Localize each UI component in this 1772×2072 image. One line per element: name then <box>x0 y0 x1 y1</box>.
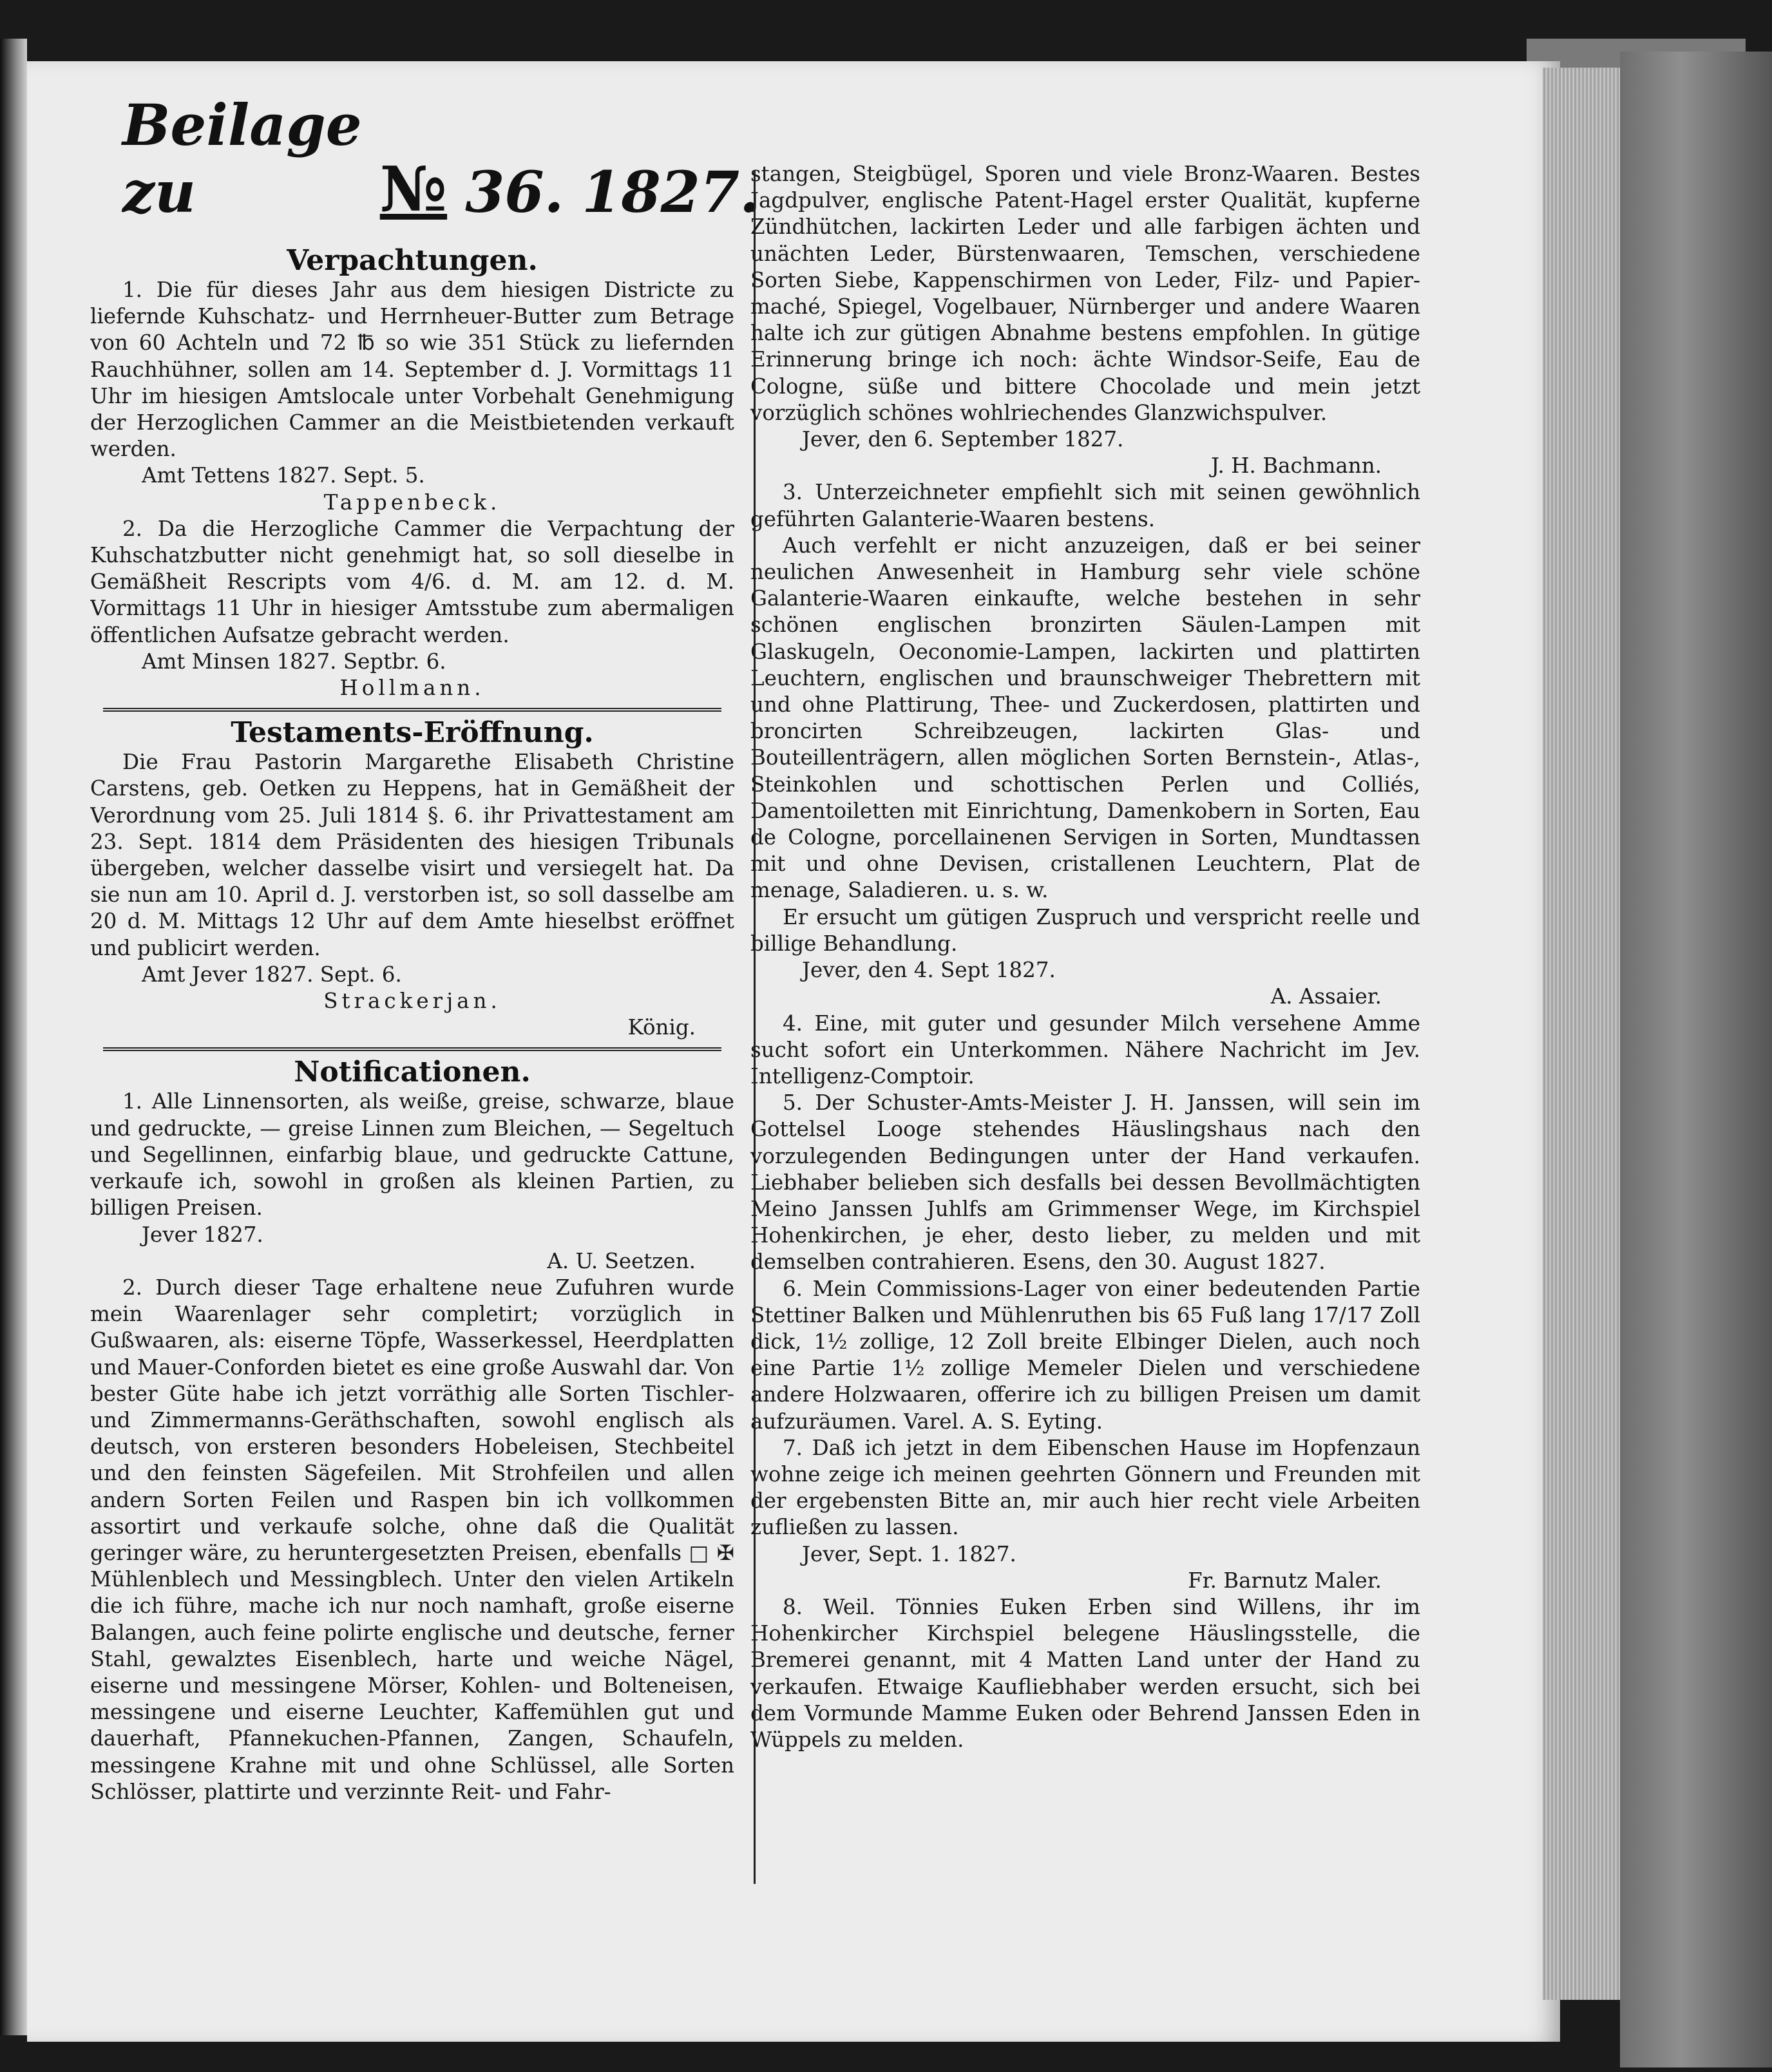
left-column <box>90 245 734 1894</box>
book-cover <box>1620 52 1772 2067</box>
notice-text: 2. Durch dieser Tage erhaltene neue Zufuhren wurde mein Waarenlager sehr completirt; vorzüglich in Gußwaaren, als: eiserne Töpfe, Wasserkessel, Heerdplatten und Mauer-Conforden bietet es eine große Auswahl dar. Von bester Güte habe ich jetzt vorräthig alle Sorten Tischler- und Zimmermanns-Geräthschaften, sowohl englisch als deutsch, von ersteren besonders Hobeleisen, Stechbeitel und den feinsten Sägefeilen. Mit Strohfeilen und allen andern Sorten Feilen und Raspen bin ich vollkommen assortirt und verkaufe solche, ohne daß die Qualität geringer wäre, zu heruntergesetzten Preisen, ebenfalls □ ✠ Mühlenblech und Messingblech. Unter den vielen Artikeln die ich führe, mache ich nur noch namhaft, große eiserne Balangen, auch feine polirte englische und deutsche, ferner Stahl, gewalztes Eisenblech, harte und weiche Nägel, eiserne und messingene Mörser, Kohlen- und Bolteneisen, messingene und eiserne Leuchter, Kaffemühlen gut und dauerhaft, Pfannekuchen-Pfannen, Zangen, Schaufeln, messingene Krahne mit und ohne Schlüssel, alle Sorten Schlösser, plattirte und verzinnte Reit- und Fahr- <box>90 1275 734 1804</box>
notice-text: 1. Alle Linnensorten, als weiße, greise, schwarze, blaue und gedruckte, — greise Linnen zum Bleichen, — Segeltuch und Segellinnen, einfarbig blaue, und gedruckte Cattune, verkaufe ich, sowohl in großen als kleinen Partien, zu billigen Preisen. <box>90 1089 734 1221</box>
notice-signature: König. <box>627 1015 696 1040</box>
notice-text: 8. Weil. Tönnies Euken Erben sind Willens, ihr im Hohenkircher Kirchspiel belegene Häuslingsstelle, die Bremerei genannt, mit 4 Matten Land unter der Hand zu verkaufen. Etwaige Kaufliebhaber werden ersucht, sich bei dem Vormunde Mamme Euken oder Behrend Janssen Eden in Wüppels zu melden. <box>750 1594 1420 1752</box>
notice-date: Jever, den 6. September 1827. <box>802 427 1124 452</box>
section-rule <box>103 708 721 712</box>
notice-signature: Hollmann. <box>339 676 485 701</box>
section-heading-verpachtungen: Verpachtungen. <box>287 245 538 277</box>
notice-text: stangen, Steigbügel, Sporen und viele Bronz-Waaren. Bestes Jagdpulver, englische Patent-Hagel erster Qualität, kupferne Zündhütchen, lackirten Leder und alle farbigen ächten und unächten Leder, Bürstenwaaren, Temschen, verschiedene Sorten Siebe, Kappenschirmen von Leder, Filz- und Papier-maché, Spiegel, Vogelbauer, Nürnberger und andere Waaren halte ich zur gütigen Abnahme bestens empfohlen. In gütige Erinnerung bringe ich noch: ächte Windsor-Seife, Eau de Cologne, süße und bittere Chocolade und mein jetzt vorzüglich schönes wohlriechendes Glanzwichspulver. <box>750 162 1420 425</box>
notice-text: 1. Die für dieses Jahr aus dem hiesigen Districte zu liefernde Kuhschatz- und Herrnheuer-Butter zum Betrage von 60 Achteln und 72 ℔ so wie 351 Stück zu liefernden Rauchhühner, sollen am 14. September d. J. Vormittags 11 Uhr im hiesigen Amtslocale unter Vorbehalt Genehmigung der Herzoglichen Cammer an die Meistbietenden verkauft werden. <box>90 278 734 462</box>
notice-text: Er ersucht um gütigen Zuspruch und verspricht reelle und billige Behandlung. <box>750 904 1420 956</box>
masthead-number: 36. <box>465 158 564 225</box>
notice-date: Amt Minsen 1827. Septbr. 6. <box>142 649 446 674</box>
section-rule <box>103 1047 721 1051</box>
masthead-prefix: Beilage zu <box>122 91 362 225</box>
notice-text: Auch verfehlt er nicht anzuzeigen, daß er bei seiner neulichen Anwesenheit in Hamburg sehr viele schöne Galanterie-Waaren einkaufte, welche bestehen in sehr schönen englischen bronzirten Säulen-Lampen mit Glaskugeln, Oeconomie-Lampen, lackirten und plattirten Leuchtern, englischen und braunschweiger Thebrettern mit und ohne Plattirung, Thee- und Zuckerdosen, plattirten und broncirten Schreibzeugen, lackirten Glas- und Bouteillenträgern, allen möglichen Sorten Bernstein-, Atlas-, Steinkohlen und schottischen Perlen und Colliés, Damentoiletten mit Einrichtung, Damenkobern in Sorten, Eau de Cologne, porcellainenen Servigen in Sorten, Mundtassen mit und ohne Devisen, cristallenen Leuchtern, Plat de menage, Saladieren. u. s. w. <box>750 533 1420 903</box>
masthead-number-sign: № <box>379 153 448 225</box>
notice-signature: Tappenbeck. <box>323 489 501 515</box>
notice-date: Amt Jever 1827. Sept. 6. <box>142 962 402 987</box>
notice-date: Jever, den 4. Sept 1827. <box>802 958 1056 983</box>
notice-signature: Fr. Barnutz Maler. <box>1188 1568 1382 1593</box>
notice-date: Amt Tettens 1827. Sept. 5. <box>142 463 425 488</box>
notice-signature: A. Assaier. <box>1270 984 1382 1009</box>
notice-signature: A. U. Seetzen. <box>547 1248 696 1273</box>
page-stack-edges <box>1543 68 1626 2000</box>
notice-text: Die Frau Pastorin Margarethe Elisabeth Christine Carstens, geb. Oetken zu Heppens, hat in Gemäßheit der Verordnung vom 25. Juli 1814 §. 6. ihr Privattestament am 23. Sept. 1814 dem Präsidenten des hiesigen Tribunals übergeben, welcher dasselbe visirt und versiegelt hat. Da sie nun am 10. April d. J. verstorben ist, so soll dasselbe am 20 d. M. Mittags 12 Uhr auf dem Amte hieselbst eröffnet und publicirt werden. <box>90 750 734 960</box>
notice-text: 6. Mein Commissions-Lager von einer bedeutenden Partie Stettiner Balken und Mühlenruthen bis 65 Fuß lang 17/17 Zoll dick, 1½ zollige, 12 Zoll breite Elbinger Dielen, auch noch eine Partie 1½ zollige Memeler Dielen und verschiedene andere Holzwaaren, offerire ich zu billigen Preisen um damit aufzuräumen. Varel. A. S. Eyting. <box>750 1276 1420 1434</box>
notice-signature: Strackerjan. <box>323 989 501 1014</box>
masthead <box>122 91 759 225</box>
notice-date: Jever 1827. <box>142 1222 263 1247</box>
notice-text: 2. Da die Herzogliche Cammer die Verpachtung der Kuhschatzbutter nicht genehmigt hat, so soll dieselbe in Gemäßheit Rescripts vom 4/6. d. M. am 12. d. M. Vormittags 11 Uhr in hiesiger Amtsstube zum abermaligen öffentlichen Aufsatze gebracht werden. <box>90 516 734 647</box>
section-heading-notificationen: Notificationen. <box>294 1056 531 1089</box>
masthead-year: 1827. <box>582 158 759 225</box>
notice-text: 5. Der Schuster-Amts-Meister J. H. Janssen, will sein im Gottelsel Looge stehendes Häuslingshaus nach den vorzulegenden Bedingungen unter der Hand verkaufen. Liebhaber belieben sich desfalls bei dessen Bevollmächtigten Meino Janssen Juhlfs am Grimmenser Wege, im Kirchspiel Hohenkirchen, je eher, desto lieber, zu melden und mit demselben contrahieren. Esens, den 30. August 1827. <box>750 1090 1420 1275</box>
notice-signature: J. H. Bachmann. <box>1211 453 1382 479</box>
right-column <box>750 161 1420 1894</box>
notice-text: 3. Unterzeichneter empfiehlt sich mit seinen gewöhnlich geführten Galanterie-Waaren bestens. <box>750 480 1420 531</box>
previous-page-edge <box>0 39 27 2035</box>
notice-text: 4. Eine, mit guter und gesunder Milch versehene Amme sucht sofort ein Unterkommen. Nähere Nachricht im Jev. Intelligenz-Comptoir. <box>750 1011 1420 1088</box>
notice-date: Jever, Sept. 1. 1827. <box>802 1541 1016 1566</box>
section-heading-testament: Testaments-Eröffnung. <box>231 716 594 750</box>
notice-text: 7. Daß ich jetzt in dem Eibenschen Hause im Hopfenzaun wohne zeige ich meinen geehrten Gönnern und Freunden mit der ergebensten Bitte an, mir auch hier recht viele Arbeiten zufließen zu lassen. <box>750 1435 1420 1540</box>
